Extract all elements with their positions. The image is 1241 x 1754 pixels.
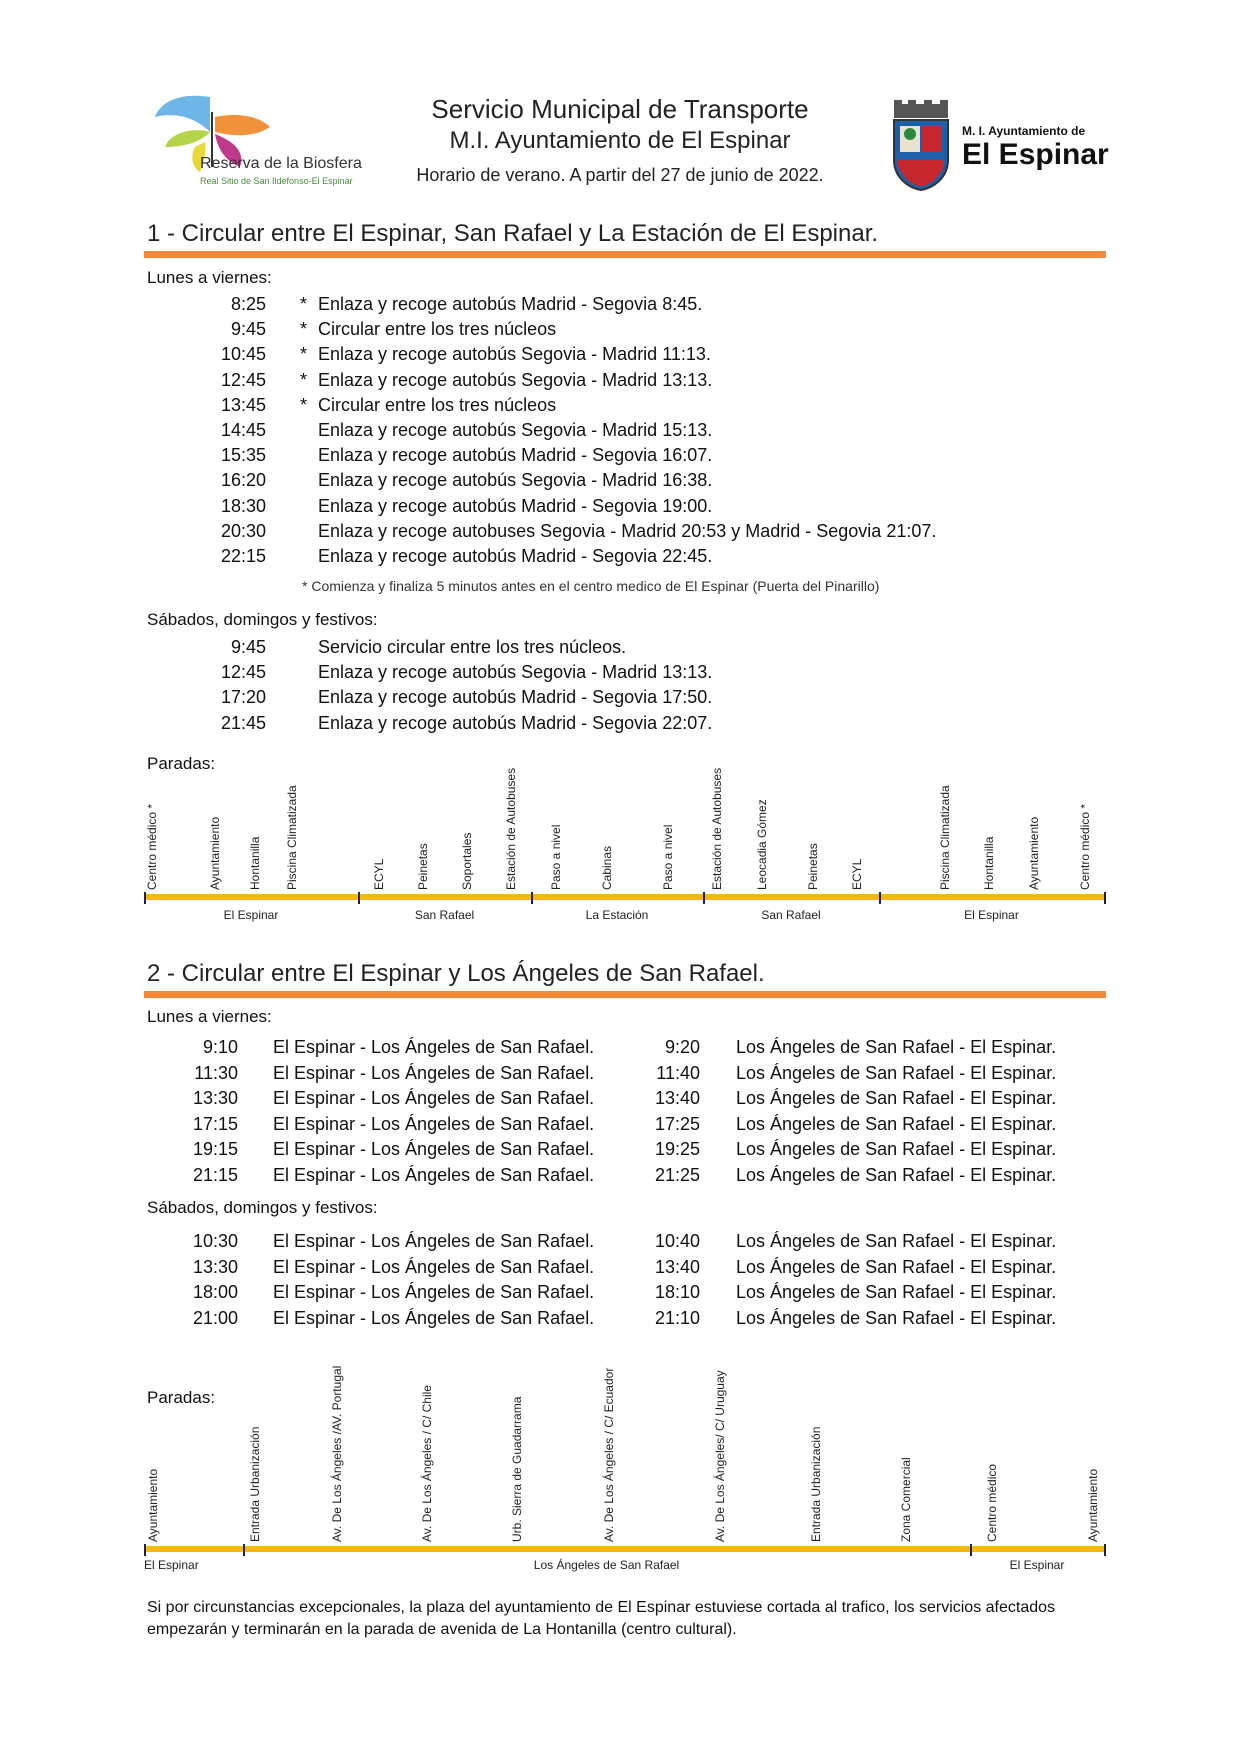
departure-time: 9:10: [202, 1037, 238, 1057]
asterisk-mark: *: [300, 319, 308, 340]
route-description: El Espinar - Los Ángeles de San Rafael.: [273, 1256, 595, 1277]
route-description: Enlaza y recoge autobús Madrid - Segovia 22:07.: [318, 712, 713, 733]
departure-time: 11:30: [194, 1062, 238, 1083]
asterisk-mark: *: [300, 369, 308, 390]
return-time: 11:40: [656, 1062, 700, 1083]
route-description: El Espinar - Los Ángeles de San Rafael.: [273, 1062, 595, 1083]
stop-label: Piscina Climatizada: [938, 785, 952, 890]
departure-time: 18:30: [220, 495, 266, 516]
municipal-crest: [888, 100, 954, 192]
stop-label: Cabinas: [600, 845, 614, 890]
return-time: 18:10: [654, 1282, 700, 1302]
zone-divider: [703, 892, 705, 904]
return-description: Los Ángeles de San Rafael - El Espinar.: [736, 1164, 1057, 1185]
zone-label: La Estación: [585, 908, 649, 922]
section1-weekday-label: Lunes a viernes:: [147, 268, 272, 287]
route-description: Enlaza y recoge autobús Segovia - Madrid 16:38.: [318, 470, 713, 491]
footer-note: Si por circunstancias excepcionales, la plaza del ayuntamiento de El Espinar estuviese cortada al trafico, los servicios afectados empezarán y terminarán en la parada de avenida de La Hontanilla (centro cultural).: [147, 1599, 1056, 1638]
zone-label: El Espinar: [144, 1558, 199, 1572]
route-description: Enlaza y recoge autobús Madrid - Segovia 22:45.: [318, 546, 713, 566]
stop-label: Av. De Los Ángeles / C/ Chile: [420, 1385, 434, 1542]
stop-label: Hontanilla: [982, 836, 996, 890]
stop-label: Ayuntamiento: [146, 1468, 160, 1542]
timetable-row: [0, 713, 1241, 738]
stop-label: Estación de Autobuses: [504, 767, 518, 890]
zone-label: San Rafael: [414, 908, 475, 922]
departure-time: 18:00: [192, 1282, 238, 1302]
section2-stops-label: Paradas:: [147, 1388, 216, 1407]
stop-label: Entrada Urbanización: [809, 1426, 823, 1542]
asterisk-mark: *: [300, 394, 308, 415]
zone-divider: [531, 892, 533, 904]
timetable-row: [0, 521, 1241, 546]
timetable-row: [0, 1114, 1241, 1139]
timetable-row: [0, 1308, 1241, 1333]
timetable-row: [0, 1231, 1241, 1256]
route-description: El Espinar - Los Ángeles de San Rafael.: [273, 1088, 595, 1108]
stop-label: Ayuntamiento: [208, 816, 222, 890]
route-line: [144, 894, 1106, 900]
stop-label: Ayuntamiento: [1027, 816, 1041, 890]
route-description: Circular entre los tres núcleos: [318, 319, 557, 340]
route-description: El Espinar - Los Ángeles de San Rafael.: [273, 1139, 595, 1159]
timetable-row: [0, 319, 1241, 344]
route-description: Enlaza y recoge autobuses Segovia - Madrid 20:53 y Madrid - Segovia 21:07.: [318, 520, 937, 541]
timetable-row: [0, 1088, 1241, 1113]
departure-time: 17:20: [220, 687, 266, 708]
return-time: 21:10: [654, 1307, 700, 1328]
departure-time: 10:30: [192, 1231, 238, 1251]
stop-label: Piscina Climatizada: [285, 785, 299, 890]
stop-label: Paso a nivel: [549, 824, 563, 890]
zone-divider: [1104, 892, 1106, 904]
departure-time: 16:20: [220, 470, 266, 491]
stop-label: Av. De Los Ángeles / C/ Ecuador: [602, 1367, 616, 1542]
stop-label: Ayuntamiento: [1086, 1468, 1100, 1542]
return-time: 13:40: [654, 1256, 700, 1277]
departure-time: 21:15: [192, 1164, 238, 1185]
timetable-row: [0, 445, 1241, 470]
stop-label: Soportales: [460, 832, 474, 890]
route-line: [144, 1546, 1106, 1552]
stop-label: Peinetas: [416, 843, 430, 890]
zone-label: El Espinar: [964, 908, 1019, 922]
stop-label: Paso a nivel: [661, 824, 675, 890]
stop-label: ECYL: [850, 858, 864, 890]
return-description: Los Ángeles de San Rafael - El Espinar.: [736, 1088, 1057, 1108]
zone-label: Los Ángeles de San Rafael: [533, 1558, 680, 1572]
timetable-row: [0, 687, 1241, 712]
zone-divider: [144, 892, 146, 904]
departure-time: 13:30: [192, 1256, 238, 1277]
route-description: Enlaza y recoge autobús Segovia - Madrid 13:13.: [318, 369, 713, 390]
timetable-row: [0, 496, 1241, 521]
route-description: El Espinar - Los Ángeles de San Rafael.: [273, 1113, 595, 1134]
timetable-row: [0, 662, 1241, 687]
timetable-row: [0, 1037, 1241, 1062]
stop-label: Centro médico: [985, 1463, 999, 1542]
departure-time: 21:00: [192, 1307, 238, 1328]
stop-label: Av. De Los Ángeles/ C/ Uruguay: [713, 1370, 727, 1542]
return-time: 21:25: [654, 1164, 700, 1185]
stop-label: Centro médico *: [145, 803, 159, 890]
departure-time: 22:15: [220, 546, 266, 566]
zone-divider: [879, 892, 881, 904]
route-description: Enlaza y recoge autobús Madrid - Segovia 8:45.: [318, 294, 703, 314]
departure-time: 17:15: [192, 1113, 238, 1134]
timetable-row: [0, 1063, 1241, 1088]
route-description: Enlaza y recoge autobús Madrid - Segovia 17:50.: [318, 687, 713, 708]
route-description: Enlaza y recoge autobús Segovia - Madrid 11:13.: [318, 344, 711, 365]
route-description: El Espinar - Los Ángeles de San Rafael.: [273, 1037, 595, 1057]
return-description: Los Ángeles de San Rafael - El Espinar.: [736, 1282, 1057, 1302]
return-description: Los Ángeles de San Rafael - El Espinar.: [736, 1231, 1057, 1251]
stop-label: Estación de Autobuses: [710, 767, 724, 890]
asterisk-mark: *: [300, 294, 308, 314]
route-description: Circular entre los tres núcleos: [318, 394, 557, 415]
zone-divider: [1104, 1544, 1106, 1556]
return-description: Los Ángeles de San Rafael - El Espinar.: [736, 1307, 1057, 1328]
return-time: 9:20: [664, 1037, 700, 1057]
stop-label: ECYL: [372, 858, 386, 890]
stop-label: Peinetas: [806, 843, 820, 890]
return-description: Los Ángeles de San Rafael - El Espinar.: [736, 1139, 1057, 1159]
departure-time: 13:30: [192, 1088, 238, 1108]
timetable-row: [0, 1257, 1241, 1282]
zone-divider: [144, 1544, 146, 1556]
zone-divider: [358, 892, 360, 904]
timetable-row: [0, 370, 1241, 395]
departure-time: 21:45: [220, 712, 266, 733]
return-time: 19:25: [654, 1139, 700, 1159]
timetable-row: [0, 470, 1241, 495]
timetable-row: [0, 1282, 1241, 1307]
zone-label: El Espinar: [1009, 1558, 1065, 1572]
stop-label: Av. De Los Ángeles /AV. Portugal: [330, 1365, 344, 1542]
return-description: Los Ángeles de San Rafael - El Espinar.: [736, 1256, 1057, 1277]
timetable-row: [0, 420, 1241, 445]
biosphere-subtitle: Real Sitio de San Ildefonso-El Espinar: [200, 176, 353, 186]
return-description: Los Ángeles de San Rafael - El Espinar.: [736, 1062, 1057, 1083]
return-time: 10:40: [654, 1231, 700, 1251]
zone-label: San Rafael: [761, 908, 821, 922]
stop-label: Urb. Sierra de Guadarrama: [510, 1396, 524, 1542]
route-description: El Espinar - Los Ángeles de San Rafael.: [273, 1231, 595, 1251]
departure-time: 12:45: [220, 662, 266, 683]
return-time: 17:25: [654, 1113, 700, 1134]
timetable-row: [0, 395, 1241, 420]
departure-time: 9:45: [230, 319, 266, 340]
route-description: Servicio circular entre los tres núcleos.: [318, 637, 627, 657]
section1-stops-label: Paradas:: [147, 754, 216, 773]
route-description: Enlaza y recoge autobús Segovia - Madrid 15:13.: [318, 420, 713, 440]
zone-label: El Espinar: [223, 908, 279, 922]
departure-time: 8:25: [230, 294, 266, 314]
section1-bar: [144, 251, 1106, 258]
route-description: Enlaza y recoge autobús Madrid - Segovia 16:07.: [318, 445, 713, 466]
return-description: Los Ángeles de San Rafael - El Espinar.: [736, 1113, 1057, 1134]
timetable-row: [0, 546, 1241, 571]
section1-title: 1 - Circular entre El Espinar, San Rafael y La Estación de El Espinar.: [147, 220, 879, 247]
route-description: El Espinar - Los Ángeles de San Rafael.: [273, 1307, 595, 1328]
departure-time: 20:30: [220, 520, 266, 541]
stop-label: Zona Comercial: [899, 1457, 913, 1542]
route-description: Enlaza y recoge autobús Segovia - Madrid 13:13.: [318, 662, 713, 683]
section2-weekday-label: Lunes a viernes:: [147, 1007, 272, 1026]
section1-note: * Comienza y finaliza 5 minutos antes en el centro medico de El Espinar (Puerta del Pinarillo): [302, 578, 880, 594]
route-description: El Espinar - Los Ángeles de San Rafael.: [273, 1282, 595, 1302]
ayto-label-small: M. I. Ayuntamiento de: [962, 124, 1086, 138]
asterisk-mark: *: [300, 344, 308, 365]
timetable-row: [0, 294, 1241, 319]
timetable-row: [0, 637, 1241, 662]
page-subtitle: M.I. Ayuntamiento de El Espinar: [449, 127, 791, 154]
stop-label: Leocadia Gómez: [755, 799, 769, 890]
departure-time: 9:45: [230, 637, 266, 657]
departure-time: 14:45: [220, 420, 266, 440]
timetable-row: [0, 1139, 1241, 1164]
ayto-label-big: El Espinar: [962, 138, 1109, 171]
schedule-note: Horario de verano. A partir del 27 de junio de 2022.: [416, 165, 824, 185]
section2-title: 2 - Circular entre El Espinar y Los Ángeles de San Rafael.: [147, 960, 765, 987]
departure-time: 19:15: [192, 1139, 238, 1159]
route-description: El Espinar - Los Ángeles de San Rafael.: [273, 1164, 595, 1185]
section1-weekend-label: Sábados, domingos y festivos:: [147, 610, 378, 629]
biosphere-text: Reserva de la Biosfera: [200, 155, 362, 172]
stop-label: Hontanilla: [248, 836, 262, 890]
departure-time: 15:35: [220, 445, 266, 466]
timetable-row: [0, 1165, 1241, 1190]
page-title: Servicio Municipal de Transporte: [431, 94, 809, 124]
section2-weekend-label: Sábados, domingos y festivos:: [147, 1198, 378, 1217]
return-time: 13:40: [654, 1088, 700, 1108]
departure-time: 13:45: [220, 394, 266, 415]
zone-divider: [243, 1544, 245, 1556]
timetable-row: [0, 344, 1241, 369]
section2-bar: [144, 991, 1106, 998]
departure-time: 12:45: [220, 369, 266, 390]
departure-time: 10:45: [220, 344, 266, 365]
stop-label: Entrada Urbanización: [248, 1426, 262, 1542]
zone-divider: [970, 1544, 972, 1556]
return-description: Los Ángeles de San Rafael - El Espinar.: [736, 1037, 1057, 1057]
stop-label: Centro médico *: [1078, 803, 1092, 890]
route-description: Enlaza y recoge autobús Madrid - Segovia 19:00.: [318, 495, 713, 516]
